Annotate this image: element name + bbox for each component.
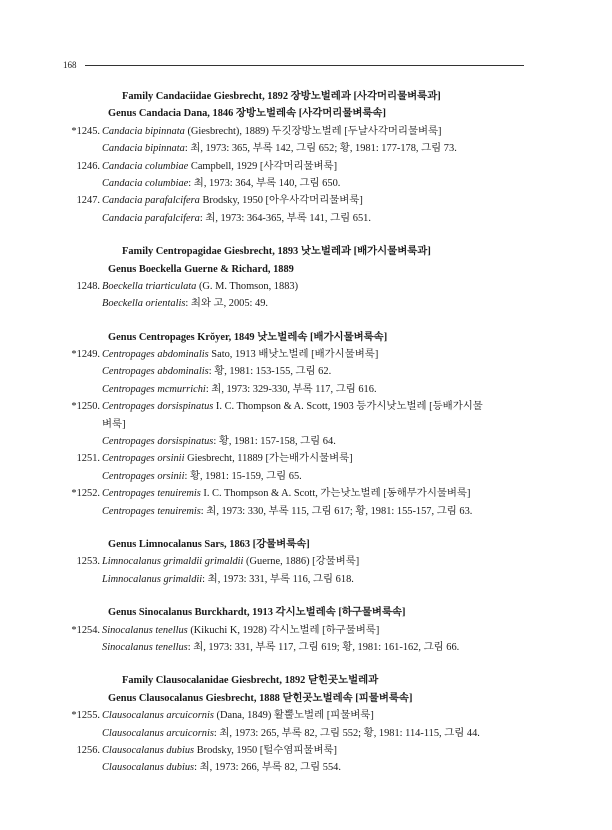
species-authority: I. C. Thompson & A. Scott, 1903 등가시낫노벌레 [등배가시물 [213,401,483,413]
citation-line [0,175,612,192]
species-entry [0,553,612,570]
citation-line [0,210,612,227]
species-authority: Brodsky, 1950 [털수염피물벼룩] [194,744,337,756]
family-heading: Family Clausocalanidae Giesbrecht, 1892 닫힌곳노벌레과 [122,675,379,687]
genus-heading: Genus Candacia Dana, 1846 장방노벌레속 [사각머리물벼룩속] [108,108,386,120]
cited-name: Sinocalanus tenellus [102,641,188,653]
family-heading: Family Candaciidae Giesbrecht, 1892 장방노벌레과 [사각머리물벼룩과] [122,91,441,102]
species-authority: Campbell, 1929 [사각머리물벼룩] [188,160,338,172]
species-authority: (Giesbrecht), 1889) 두깃장방노벌레 [두날사각머리물벼룩] [184,125,442,137]
entry-number: *1252. [71,488,100,500]
citation-line [0,725,612,742]
genus-heading: Genus Centropages Krŏyer, 1849 낫노벌레속 [배가시물벼룩속] [108,331,388,343]
entry-number: 1246. [76,160,100,172]
citation-reference: : 황, 1981: 157-158, 그림 64. [213,436,336,448]
species-authority: (Guerne, 1886) [강물벼룩] [243,556,360,568]
species-entry [0,398,612,415]
cited-name: Candacia parafalcifera [102,212,200,224]
entry-number: *1255. [71,710,100,722]
entry-number: 1248. [76,280,100,292]
cited-name: Clausocalanus dubius [102,762,195,774]
species-entry [0,158,612,175]
citation-reference: : 최, 1973: 330, 부록 115, 그림 617; 황, 1981: 155-157, 그림 63. [200,505,473,517]
entry-number: *1250. [71,401,100,413]
species-authority: Sato, 1913 배낫노벌레 [배가시물벼룩] [208,349,379,361]
citation-reference: : 최와 고, 2005: 49. [185,298,269,310]
entry-number: *1254. [71,624,100,636]
spacer [0,227,612,243]
citation-reference: : 최, 1973: 331, 부록 116, 그림 618. [202,573,354,585]
species-name: Candacia bipinnata [102,125,185,137]
species-name: Candacia parafalcifera [102,195,200,207]
citation-line [0,468,612,485]
species-authority: (G. M. Thomson, 1883) [196,280,299,292]
taxonomic-list [0,88,612,777]
citation-reference: : 최, 1973: 364, 부록 140, 그림 650. [188,177,341,189]
citation-line [0,503,612,520]
species-name: Centropages orsinii [102,453,185,465]
genus-heading: Genus Sinocalanus Burckhardt, 1913 각시노벌레속 [하구물벼룩속] [108,607,406,619]
page-header [63,60,524,72]
cited-name: Centropages abdominalis [102,366,209,378]
entry-number: 1253. [76,556,100,568]
entry-number: *1245. [71,125,100,137]
genus-heading: Genus Boeckella Guerne & Richard, 1889 [108,263,294,275]
species-name: Centropages abdominalis [102,349,209,361]
citation-line [0,639,612,656]
citation-reference: : 최, 1973: 329-330, 부록 117, 그림 616. [205,383,377,395]
species-entry [0,485,612,502]
cited-name: Boeckella orientalis [102,298,186,310]
species-name: Clausocalanus dubius [102,744,195,756]
species-authority: (Kikuchi K, 1928) 각시노벌레 [하구물벼룩] [187,624,380,636]
species-entry [0,742,612,759]
species-entry [0,192,612,209]
species-name: Centropages dorsispinatus [102,401,214,413]
species-authority: Brodsky, 1950 [아우사각머리물벼룩] [199,195,363,207]
entry-number: *1249. [71,349,100,361]
cited-name: Candacia bipinnata [102,143,185,155]
citation-line [0,759,612,776]
spacer [0,313,612,329]
species-entry [0,123,612,140]
species-entry [0,278,612,295]
citation-reference: : 최, 1973: 266, 부록 82, 그림 554. [194,762,341,774]
continuation-line: 벼룩] [102,418,126,430]
spacer [0,588,612,604]
species-authority: (Dana, 1849) 활뿔노벌레 [피물벼룩] [213,710,374,722]
cited-name: Centropages mcmurrichi [102,383,206,395]
citation-line [0,433,612,450]
spacer [0,520,612,536]
citation-line [0,140,612,157]
entry-number: 1256. [76,744,100,756]
species-name: Sinocalanus tenellus [102,624,188,636]
cited-name: Limnocalanus grimaldii [102,573,203,585]
entry-number: 1251. [76,453,100,465]
citation-line [0,381,612,398]
species-name: Limnocalanus grimaldii grimaldii [102,556,244,568]
species-entry [0,707,612,724]
species-entry [0,450,612,467]
citation-line [0,295,612,312]
family-heading: Family Centropagidae Giesbrecht, 1893 낫노벌레과 [배가시물벼룩과] [122,246,431,258]
cited-name: Centropages tenuiremis [102,505,201,517]
cited-name: Candacia columbiae [102,177,189,189]
species-entry [0,622,612,639]
genus-heading: Genus Limnocalanus Sars, 1863 [강물벼룩속] [108,538,310,550]
species-authority: Giesbrecht, 11889 [가는배가시물벼룩] [184,453,353,465]
citation-reference: : 황, 1981: 15-159, 그림 65. [184,470,302,482]
header-rule [85,65,524,66]
genus-heading: Genus Clausocalanus Giesbrecht, 1888 닫힌곳노벌레속 [피물벼룩속] [108,692,413,704]
citation-reference: : 황, 1981: 153-155, 그림 62. [208,366,332,378]
spacer [0,656,612,672]
species-entry [0,346,612,363]
species-name: Boeckella triarticulata [102,280,197,292]
citation-reference: : 최, 1973: 365, 부록 142, 그림 652; 황, 1981: 177-178, 그림 73. [184,143,457,155]
entry-number: 1247. [76,195,100,207]
species-name: Candacia columbiae [102,160,189,172]
citation-line [0,363,612,380]
citation-reference: : 최, 1973: 364-365, 부록 141, 그림 651. [199,212,371,224]
citation-line [0,571,612,588]
cited-name: Centropages orsinii [102,470,185,482]
species-name: Centropages tenuiremis [102,488,201,500]
citation-reference: : 최, 1973: 331, 부록 117, 그림 619; 황, 1981: 161-162, 그림 66. [187,641,460,653]
species-authority: I. C. Thompson & A. Scott, 가는낫노벌레 [동해무가시물벼룩] [200,488,471,500]
citation-reference: : 최, 1973: 265, 부록 82, 그림 552; 황, 1981: 114-115, 그림 44. [213,727,480,739]
cited-name: Clausocalanus arcuicornis [102,727,214,739]
cited-name: Centropages dorsispinatus [102,436,214,448]
page-number: 168 [63,60,77,70]
species-name: Clausocalanus arcuicornis [102,710,214,722]
